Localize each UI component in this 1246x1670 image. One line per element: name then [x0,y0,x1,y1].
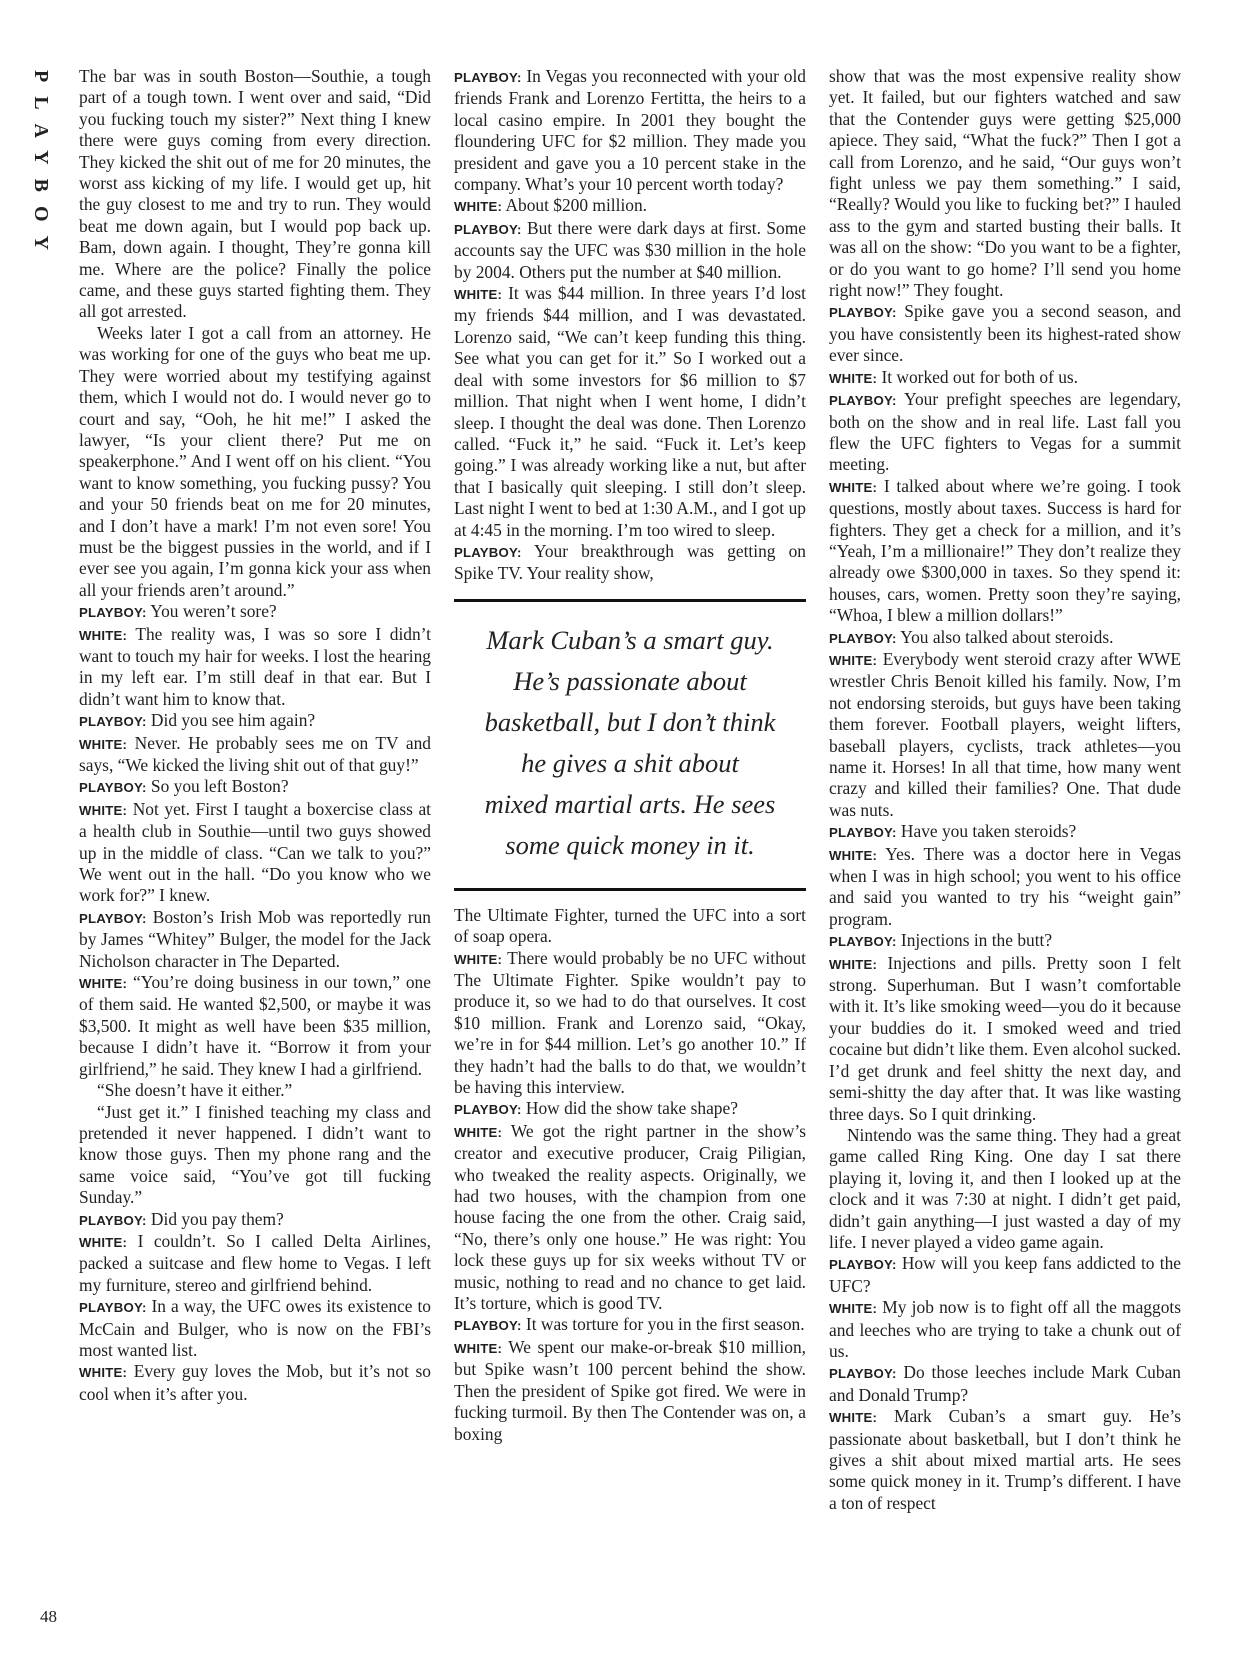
body-paragraph [79,1080,431,1101]
speaker-label: WHITE: [79,802,128,818]
qa-paragraph [454,541,806,585]
qa-paragraph [454,283,806,541]
qa-paragraph [829,1406,1181,1514]
speaker-label: PLAYBOY: [829,1366,897,1382]
qa-paragraph [829,1253,1181,1297]
paragraph-text: But there were dark days at first. Some accounts say the UFC was $30 million in the hole by 2004. Others put the number at $40 million. [454,217,806,282]
speaker-label: WHITE: [829,1301,878,1317]
speaker-label: PLAYBOY: [79,714,147,730]
qa-paragraph [79,733,431,777]
paragraph-text: Injections and pills. Pretty soon I felt strong. Superhuman. But I wasn’t comfortable with it. It’s like smoking weed—you do it because your buddies do it. I smoked weed and tried cocaine but didn’t like them. Even alcohol sucked. I’d get drunk and feel shitty the next day, and semi-shitty the day after that. It was like wasting three days. So I quit drinking. [829,952,1181,1124]
paragraph-text: Injections in the butt? [900,930,1053,951]
pull-quote-line: some quick money in it. [505,829,755,860]
body-paragraph [454,905,806,948]
qa-paragraph [454,948,806,1099]
qa-paragraph [829,476,1181,627]
paragraph-text: Nintendo was the same thing. They had a great game called Ring King. One day I sat there playing it, loving it, and then I looked up at the clock and it was 7:30 at night. I didn’t get paid, didn’t gain anything—I just wasted a day of my life. I never played a video game again. [829,1124,1181,1252]
speaker-label: PLAYBOY: [829,934,897,950]
paragraph-text: It worked out for both of us. [881,366,1079,387]
paragraph-text: It was $44 million. In three years I’d lost my friends $44 million, and I was devastated. Lorenzo said, “We can’t keep funding this thing. See what you can get for it.” So I worked out a deal with some investors for $6 million to $7 million. That night when I went home, I didn’t sleep. I thought the deal was done. Then Lorenzo called. “Fuck it,” he said. “Fuck it. Let’s keep going.” I was already working like a nut, but after that I basically quit sleeping. I still don’t sleep. Last night I went to bed at 1:30 A.M., and I got up at 4:45 in the morning. I’m too wired to sleep. [454,283,806,540]
pull-quote-line: Mark Cuban’s a smart guy. [486,624,774,655]
paragraph-text: Every guy loves the Mob, but it’s not so cool when it’s after you. [79,1361,431,1404]
qa-paragraph [79,972,431,1080]
paragraph-text: Yes. There was a doctor here in Vegas when I was in high school; you went to his office and said you wanted to try his “weight gain” program. [829,843,1182,929]
paragraph-text: “Just get it.” I finished teaching my class and pretended it never happened. I didn’t want to know those guys. Then my phone rang and the same voice said, “You’ve got till fucking Sunday.” [79,1101,431,1208]
qa-paragraph [454,218,806,283]
paragraph-text: Mark Cuban’s a smart guy. He’s passionate about basketball, but I don’t think he gives a shit about mixed martial arts. He sees some quick money in it. Trump’s different. I have a ton of respect [829,1406,1181,1513]
qa-paragraph [454,1121,806,1315]
paragraph-text: The reality was, I was so sore I didn’t want to touch my hair for weeks. I lost the hearing in my left ear. I’m still deaf in that ear. But I didn’t want him to know that. [79,623,432,709]
paragraph-text: In Vegas you reconnected with your old friends Frank and Lorenzo Fertitta, the heirs to a local casino empire. In 2001 they bought the floundering UFC for $2 million. They made you president and gave you a 10 percent stake in the company. What’s your 10 percent worth today? [454,66,806,195]
column-2 [454,66,806,1445]
speaker-label: WHITE: [829,847,878,863]
column-3 [829,66,1181,1514]
speaker-label: WHITE: [79,976,128,992]
paragraph-text: Not yet. First I taught a boxercise class at a health club in Southie—until two guys showed up in the middle of class. “Can we talk to you?” We went out in the hall. “Do you know who we work for?” I knew. [79,798,431,906]
speaker-label: WHITE: [454,951,503,967]
qa-paragraph [829,627,1181,649]
paragraph-text: How will you keep fans addicted to the UFC? [829,1253,1181,1296]
speaker-label: PLAYBOY: [454,544,522,560]
qa-paragraph [79,710,431,732]
paragraph-text: “She doesn’t have it either.” [97,1080,293,1101]
speaker-label: PLAYBOY: [829,630,897,646]
pull-quote-line: basketball, but I don’t think [484,706,776,737]
paragraph-text: Never. He probably sees me on TV and says, “We kicked the living shit out of that guy!” [79,732,431,775]
speaker-label: PLAYBOY: [829,825,897,841]
qa-paragraph [79,1231,431,1296]
paragraph-text: Do those leeches include Mark Cuban and Donald Trump? [829,1362,1181,1405]
speaker-label: PLAYBOY: [829,305,897,321]
paragraph-text: I talked about where we’re going. I took questions, mostly about taxes. Success is hard for fighters. They get a check for a million, and it’s “Yeah, I’m a millionaire!” They don’t realize they already owe $300,000 in taxes. So they spend it: houses, cars, women. Pretty soon they’re saying, “Whoa, I blew a million dollars!” [829,475,1181,626]
speaker-label: PLAYBOY: [829,393,897,409]
speaker-label: WHITE: [79,736,128,752]
speaker-label: WHITE: [454,287,503,303]
paragraph-text: Weeks later I got a call from an attorney. He was working for one of the guys who beat me up. They were worried about my testifying against them, which I would not do. I would never go to court and say, “Ooh, he hit me!” I asked the lawyer, “Is your client there? Put me on speakerphone.” And I went off on his client. “You want to know something, you fucking pussy? You and your 50 friends beat on me for 20 minutes, and I don’t have a mark! I’m not even sore! You must be the biggest pussies in the world, and if I ever see you again, I’m gonna kick your ass when all your friends aren’t around.” [79,322,431,600]
paragraph-text: Your breakthrough was getting on Spike TV. Your reality show, [454,540,806,584]
masthead-text: PLAYBOY [30,70,52,264]
body-paragraph [79,323,431,601]
qa-paragraph [829,821,1181,843]
speaker-label: PLAYBOY: [79,1300,147,1316]
qa-paragraph [79,1209,431,1231]
qa-paragraph [454,1337,806,1445]
qa-paragraph [454,195,806,217]
paragraph-text: There would probably be no UFC without The Ultimate Fighter. Spike wouldn’t pay to produce it, so we had to do that ourselves. It cost $10 million. Frank and Lorenzo said, “Okay, we’re in for $44 million. Let’s go another 10.” If they hadn’t had the balls to do that, we wouldn’t be having this interview. [454,947,806,1097]
pull-quote-line: he gives a shit about [521,747,739,778]
paragraph-text: The Ultimate Fighter, turned the UFC into a sort of soap opera. [454,904,806,947]
speaker-label: PLAYBOY: [829,1257,897,1273]
paragraph-text: My job now is to fight off all the maggots and leeches who are trying to take a chunk out of us. [829,1297,1181,1361]
paragraph-text: You also talked about steroids. [900,626,1114,647]
qa-paragraph [829,1297,1181,1362]
speaker-label: WHITE: [79,1365,128,1381]
speaker-label: WHITE: [829,652,878,668]
speaker-label: PLAYBOY: [79,1212,147,1228]
paragraph-text: “You’re doing business in our town,” one of them said. He wanted $2,500, or maybe it was $3,500. It might as well have been $35 million, because I didn’t have it. “Borrow it from your girlfriend,” he said. They knew I had a girlfriend. [79,972,431,1079]
paragraph-text: Everybody went steroid crazy after WWE wrestler Chris Benoit killed his family. Now, I’m not endorsing steroids, but guys have been taking them forever. Football players, weight lifters, baseball players, cyclists, track athletes—you name it. Horses! In all that time, how many went crazy and killed their families? One. That dude was nuts. [829,648,1181,820]
qa-paragraph [79,624,431,711]
paragraph-text: About $200 million. [505,195,648,216]
speaker-label: PLAYBOY: [79,605,147,621]
pull-quote-line: He’s passionate about [513,665,747,696]
speaker-label: WHITE: [829,370,878,386]
qa-paragraph [829,953,1181,1125]
speaker-label: WHITE: [829,956,878,972]
speaker-label: PLAYBOY: [454,1318,522,1334]
paragraph-text: It was torture for you in the first season. [525,1314,805,1335]
paragraph-text: Boston’s Irish Mob was reportedly run by James “Whitey” Bulger, the model for the Jack Nicholson character in The Departed. [79,906,431,971]
speaker-label: PLAYBOY: [79,910,147,926]
speaker-label: WHITE: [829,479,878,495]
paragraph-text: How did the show take shape? [525,1098,738,1119]
qa-paragraph [79,601,431,623]
speaker-label: WHITE: [454,1124,503,1140]
qa-paragraph [79,907,431,972]
speaker-label: PLAYBOY: [454,1102,522,1118]
paragraph-text: The bar was in south Boston—Southie, a tough part of a tough town. I went over and said, “Did you fucking touch my sister?” Next thing I knew there were guys coming from every direction. They kicked the shit out of me for 20 minutes, the worst ass kicking of my life. I would get up, hit the guy closest to me and try to run. They would beat me down again, but I would pop back up. Bam, down again. I thought, They’re gonna kill me. Where are the police? Finally the police came, and these guys started fighting them. They all got arrested. [79,66,431,322]
paragraph-text: Did you pay them? [150,1208,284,1229]
speaker-label: WHITE: [79,627,128,643]
paragraph-text: In a way, the UFC owes its existence to McCain and Bulger, who is now on the FBI’s most wanted list. [79,1296,431,1360]
masthead [24,70,50,270]
body-paragraph [79,1102,431,1209]
paragraph-text: Have you taken steroids? [900,821,1077,842]
paragraph-text: You weren’t sore? [150,601,277,622]
paragraph-text: So you left Boston? [150,776,289,797]
qa-paragraph [79,799,431,907]
speaker-label: PLAYBOY: [454,221,522,237]
speaker-label: WHITE: [829,1410,878,1426]
qa-paragraph [829,649,1181,821]
paragraph-text: I couldn’t. So I called Delta Airlines, packed a suitcase and flew home to Vegas. I left my furniture, stereo and girlfriend behind. [79,1230,431,1295]
paragraph-text: Your prefight speeches are legendary, both on the show and in real life. Last fall you flew the UFC fighters to Vegas for a summit meeting. [829,389,1182,475]
qa-paragraph [829,367,1181,389]
qa-paragraph [454,1098,806,1120]
qa-paragraph [829,1362,1181,1406]
column-1 [79,66,431,1405]
qa-paragraph [829,301,1181,366]
speaker-label: WHITE: [454,199,503,215]
body-paragraph [829,1125,1181,1253]
qa-paragraph [829,930,1181,952]
page-number: 48 [40,1607,57,1626]
qa-paragraph [79,1296,431,1361]
qa-paragraph [454,1314,806,1336]
qa-paragraph [79,1361,431,1405]
speaker-label: WHITE: [454,1340,503,1356]
body-paragraph [829,66,1181,301]
qa-paragraph [829,389,1181,476]
body-paragraph [79,66,431,323]
qa-paragraph [79,776,431,798]
speaker-label: PLAYBOY: [79,780,147,796]
paragraph-text: Did you see him again? [150,710,316,731]
pull-quote [454,599,806,891]
speaker-label: WHITE: [79,1234,128,1250]
paragraph-text: We got the right partner in the show’s creator and executive producer, Craig Piligian, who tweaked the reality aspects. Originally, we had two houses, with the champion from one house facing the one from the other. Craig said, “No, there’s only one house.” He was right: You lock these guys up for six weeks without TV or music, nothing to read and no chance to get laid. It’s torture, which is good TV. [454,1120,806,1314]
speaker-label: PLAYBOY: [454,70,522,85]
pull-quote-line: mixed martial arts. He sees [484,788,776,819]
paragraph-text: show that was the most expensive reality show yet. It failed, but our fighters watched and saw that the Contender guys were getting $25,000 apiece. They said, “What the fuck?” Then I got a call from Lorenzo, and he said, “Our guys won’t fight unless we pay them something.” I said, “Really? Would you like to fucking bet?” I hauled ass to the gym and started busting their balls. It was all on the show: “Do you want to be a fighter, or do you want to go home? I’ll send you home right now!” They fought. [829,66,1181,301]
paragraph-text: We spent our make-or-break $10 million, but Spike wasn’t 100 percent behind the show. Then the president of Spike got fired. We were in fucking turmoil. By then The Contender was on, a boxing [454,1336,806,1444]
qa-paragraph [454,66,806,195]
qa-paragraph [829,844,1181,931]
paragraph-text: Spike gave you a second season, and you have consistently been its highest-rated show ever since. [829,301,1181,366]
